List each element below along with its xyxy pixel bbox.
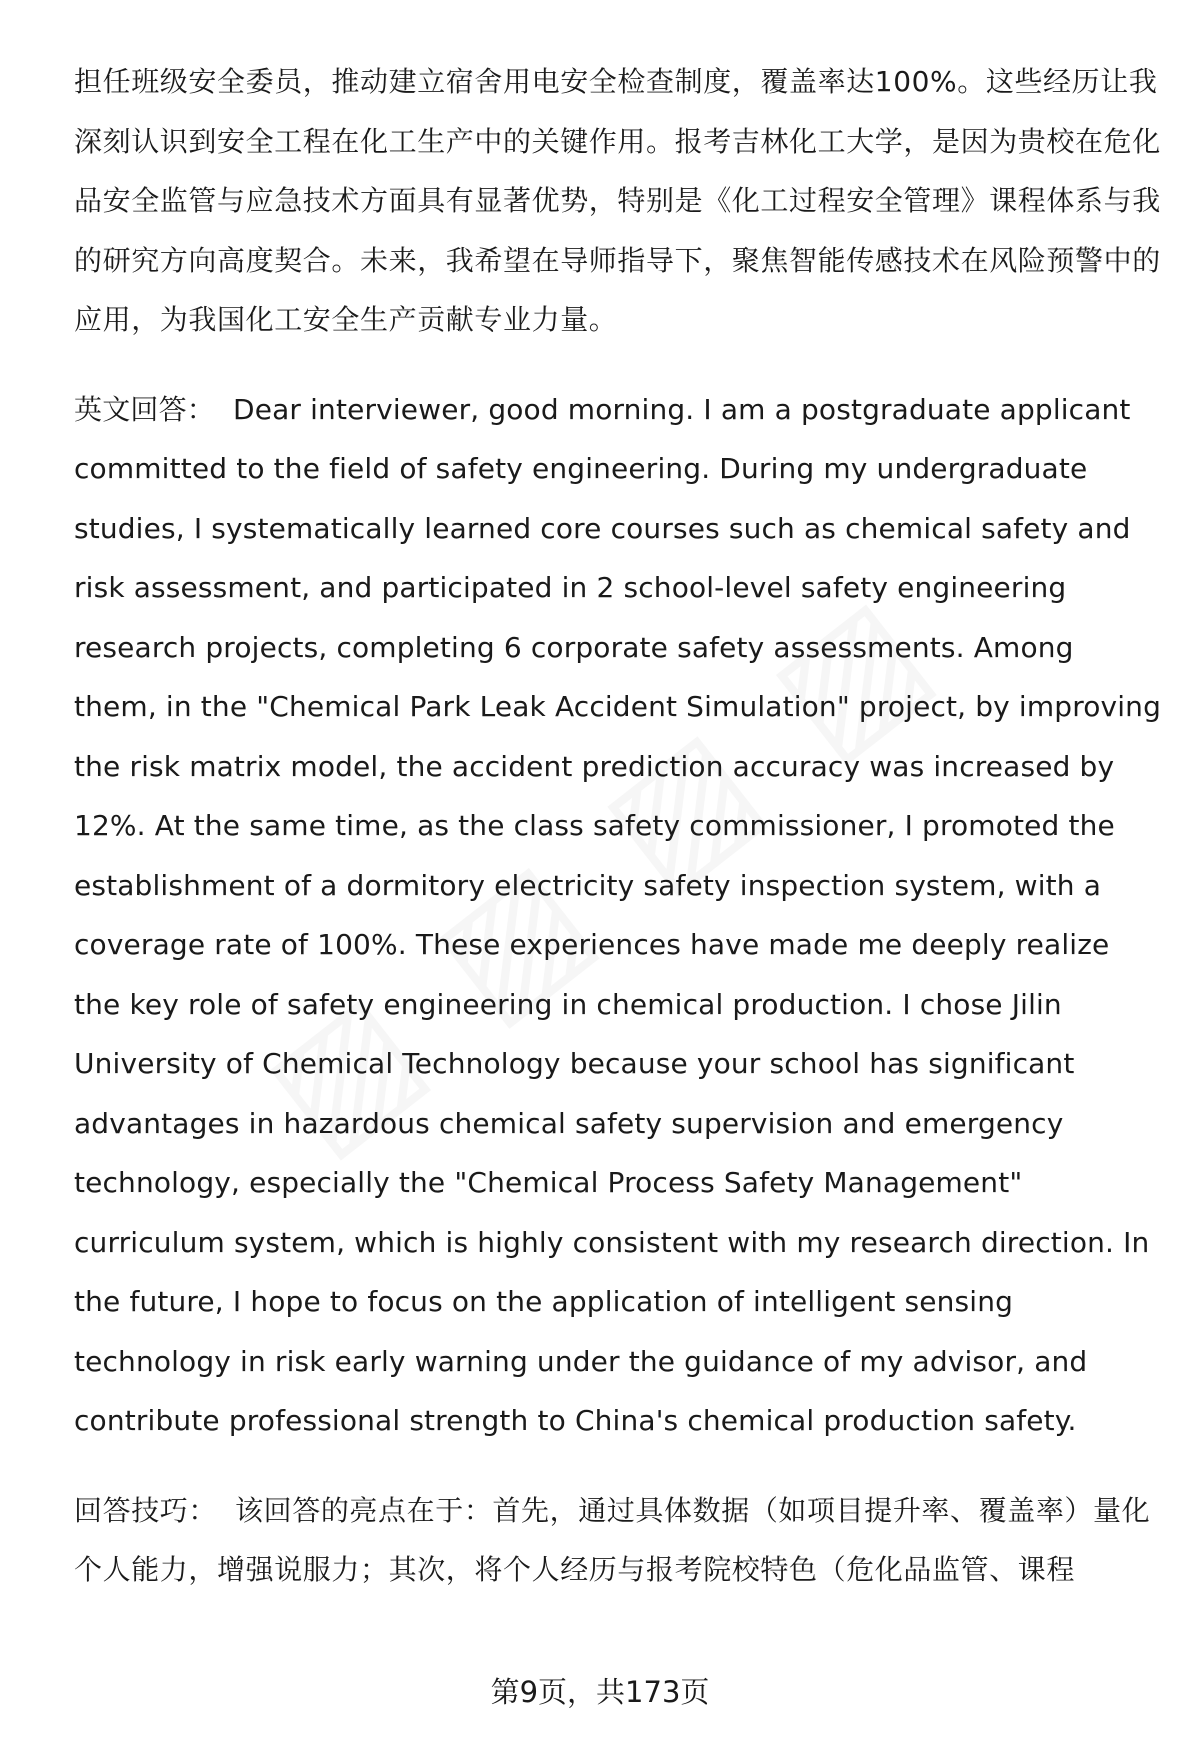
page-content	[74, 52, 1164, 1600]
intro-paragraph-cn: 担任班级安全委员，推动建立宿舍用电安全检查制度，覆盖率达100%。这些经历让我深刻认识到安全工程在化工生产中的关键作用。报考吉林化工大学，是因为贵校在危化品安全监管与应急技术方面具有显著优势，特别是《化工过程安全管理》课程体系与我的研究方向高度契合。未来，我希望在导师指导下，聚焦智能传感技术在风险预警中的应用，为我国化工安全生产贡献专业力量。	[74, 65, 1161, 336]
tips-label: 回答技巧：	[74, 1493, 218, 1527]
english-answer-label: 英文回答：	[74, 392, 216, 426]
tips-text: 该回答的亮点在于：首先，通过具体数据（如项目提升率、覆盖率）量化个人能力，增强说服力；其次，将个人经历与报考院校特色（危化品监管、课程	[74, 1493, 1151, 1586]
tips-paragraph	[74, 1481, 1164, 1600]
english-answer-text: Dear interviewer, good morning. I am a postgraduate applicant committed to the field of safety engineering. During my undergraduate studies, I systematically learned core courses such as chemical safety and risk assessment, and participated in 2 school-level safety engineering research projects, completing 6 corporate safety assessments. Among them, in the "Chemical Park Leak Accident Simulation" project, by improving the risk matrix model, the accident prediction accuracy was increased by 12%. At the same time, as the class safety commissioner, I promoted the establishment of a dormitory electricity safety inspection system, with a coverage rate of 100%. These experiences have made me deeply realize the key role of safety engineering in chemical production. I chose Jilin University of Chemical Technology because your school has significant advantages in hazardous chemical safety supervision and emergency technology, especially the "Chemical Process Safety Management" curriculum system, which is highly consistent with my research direction. In the future, I hope to focus on the application of intelligent sensing technology in risk early warning under the guidance of my advisor, and contribute professional strength to China's chemical production safety.	[74, 392, 1161, 1437]
english-answer-paragraph	[74, 380, 1164, 1451]
page-indicator: 第9页，共173页	[490, 1675, 710, 1709]
